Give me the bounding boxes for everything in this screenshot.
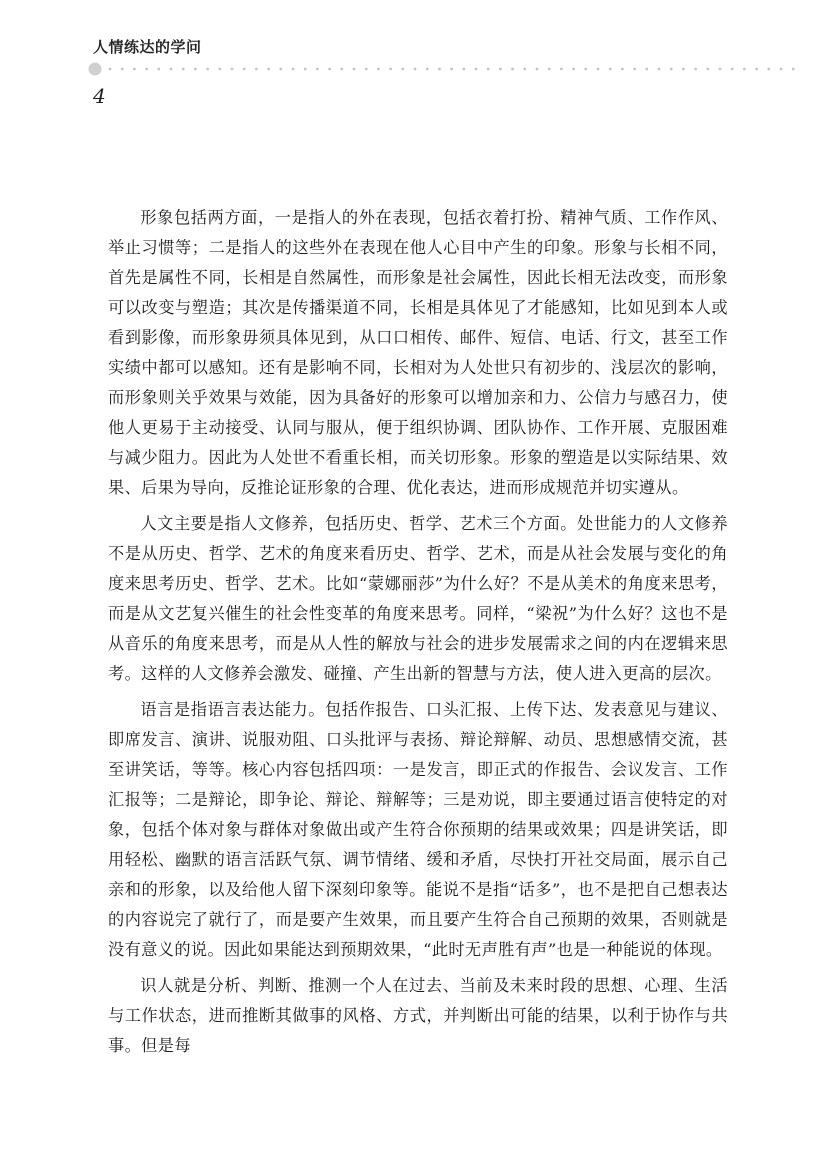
rule-dot <box>426 68 429 71</box>
rule-dot <box>121 68 124 71</box>
rule-dot <box>255 68 258 71</box>
rule-dot <box>548 68 551 71</box>
rule-dot <box>145 68 148 71</box>
rule-dot <box>523 68 526 71</box>
rule-dot <box>645 68 648 71</box>
rule-dot <box>536 68 539 71</box>
rule-dot <box>694 68 697 71</box>
rule-dot <box>377 68 380 71</box>
rule-dot <box>743 68 746 71</box>
rule-dot <box>633 68 636 71</box>
rule-dot <box>719 68 722 71</box>
rule-dot <box>133 68 136 71</box>
rule-dot <box>340 68 343 71</box>
rule-dot <box>353 68 356 71</box>
rule-dot <box>279 68 282 71</box>
rule-dot <box>401 68 404 71</box>
rule-dot <box>584 68 587 71</box>
rule-dot <box>755 68 758 71</box>
dotted-header-rule <box>88 62 808 76</box>
body-text <box>108 203 728 1067</box>
paragraph-humanities: 人文主要是指人文修养，包括历史、哲学、艺术三个方面。处世能力的人文修养不是从历史、哲学、艺术的角度来看历史、哲学、艺术，而是从社会发展与变化的角度来思考历史、哲学、艺术。比如“蒙娜丽莎”为什么好？不是从美术的角度来思考，而是从文艺复兴催生的社会性变革的角度来思考。同样，“梁祝”为什么好？这也不是从音乐的角度来思考，而是从人性的解放与社会的进步发展需求之间的内在逻辑来思考。这样的人文修养会激发、碰撞、产生出新的智慧与方法，使人进入更高的层次。 <box>108 514 728 683</box>
paragraph-judging-people: 识人就是分析、判断、推测一个人在过去、当前及未来时段的思想、心理、生活与工作状态，进而推断其做事的风格、方式，并判断出可能的结果，以利于协作与共事。但是每 <box>108 976 728 1055</box>
running-header-title: 人情练达的学问 <box>93 38 202 56</box>
paragraph-image: 形象包括两方面，一是指人的外在表现，包括衣着打扮、精神气质、工作作风、举止习惯等；二是指人的这些外在表现在他人心目中产生的印象。形象与长相不同，首先是属性不同，长相是自然属性，而形象是社会属性，因此长相无法改变，而形象可以改变与塑造；其次是传播渠道不同，长相是具体见了才能感知，比如见到本人或看到影像，而形象毋须具体见到，从口口相传、邮件、短信、电话、行文，甚至工作实绩中都可以感知。还有是影响不同，长相对为人处世只有初步的、浅层次的影响，而形象则关乎效果与效能，因为具备好的形象可以增加亲和力、公信力与感召力，使他人更易于主动接受、认同与服从，便于组织协调、团队协作、工作开展、克服困难与减少阻力。因此为人处世不看重长相，而关切形象。形象的塑造是以实际结果、效果、后果为导向，反推论证形象的合理、优化表达，进而形成规范并切实遵从。 <box>108 208 728 497</box>
rule-dot <box>218 68 221 71</box>
rule-dot <box>170 68 173 71</box>
rule-dot <box>389 68 392 71</box>
rule-dot <box>572 68 575 71</box>
rule-dot <box>450 68 453 71</box>
rule-dot <box>267 68 270 71</box>
page-number: 4 <box>93 84 106 108</box>
rule-dot <box>560 68 563 71</box>
rule-dot <box>621 68 624 71</box>
rule-dot <box>206 68 209 71</box>
rule-dot <box>499 68 502 71</box>
rule-dot <box>438 68 441 71</box>
rule-dot <box>706 68 709 71</box>
rule-dot <box>731 68 734 71</box>
rule-dot <box>462 68 465 71</box>
rule-dot <box>194 68 197 71</box>
rule-dot <box>670 68 673 71</box>
rule-dot <box>597 68 600 71</box>
paragraph-language: 语言是指语言表达能力。包括作报告、口头汇报、上传下达、发表意见与建议、即席发言、演讲、说服劝阻、口头批评与表扬、辩论辩解、动员、思想感情交流，甚至讲笑话，等等。核心内容包括四项：一是发言，即正式的作报告、会议发言、工作汇报等；二是辩论，即争论、辩论、辩解等；三是劝说，即主要通过语言使特定的对象，包括个体对象与群体对象做出或产生符合你预期的结果或效果；四是讲笑话，即用轻松、幽默的语言活跃气氛、调节情绪、缓和矛盾，尽快打开社交局面，展示自己亲和的形象，以及给他人留下深刻印象等。能说不是指“话多”，也不是把自己想表达的内容说完了就行了，而是要产生效果，而且要产生符合自己预期的效果，否则就是没有意义的说。因此如果能达到预期效果，“此时无声胜有声”也是一种能说的体现。 <box>108 700 728 959</box>
rule-dot <box>304 68 307 71</box>
rule-dot <box>292 68 295 71</box>
rule-dot <box>609 68 612 71</box>
rule-dot <box>157 68 160 71</box>
rule-dot <box>182 68 185 71</box>
rule-dot <box>109 68 112 71</box>
rule-dot <box>243 68 246 71</box>
rule-dot <box>365 68 368 71</box>
rule-dot <box>487 68 490 71</box>
rule-dot <box>475 68 478 71</box>
rule-dot <box>658 68 661 71</box>
rule-dot <box>231 68 234 71</box>
rule-dot <box>792 68 795 71</box>
rule-dot <box>767 68 770 71</box>
rule-dot <box>682 68 685 71</box>
rule-dot <box>328 68 331 71</box>
rule-dot <box>780 68 783 71</box>
rule-dot <box>316 68 319 71</box>
rule-dot <box>511 68 514 71</box>
rule-dot <box>414 68 417 71</box>
